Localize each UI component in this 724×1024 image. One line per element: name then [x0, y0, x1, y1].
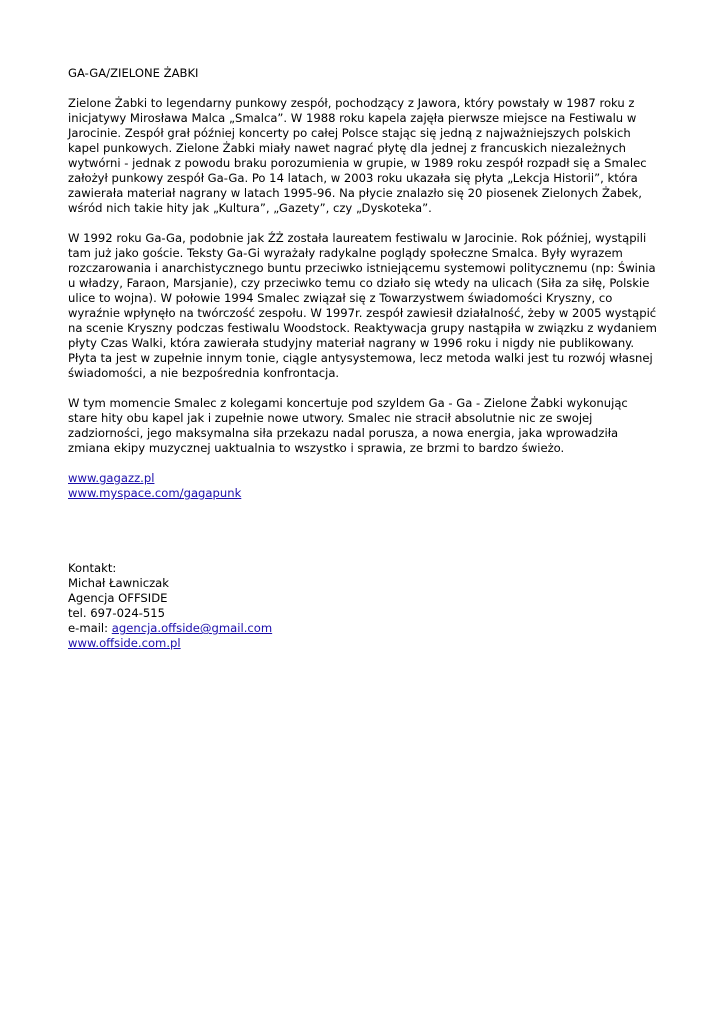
- contact-agency: Agencja OFFSIDE: [68, 591, 168, 605]
- links-block: [68, 471, 658, 501]
- contact-website-link[interactable]: www.offside.com.pl: [68, 636, 181, 650]
- contact-phone: tel. 697-024-515: [68, 606, 166, 620]
- link-gagazz[interactable]: www.gagazz.pl: [68, 471, 155, 485]
- contact-email-line: [68, 621, 658, 636]
- link-myspace[interactable]: www.myspace.com/gagapunk: [68, 486, 242, 500]
- paragraph-ga-ga: W 1992 roku Ga-Ga, podobnie jak ŹŻ została laureatem festiwalu w Jarocinie. Rok później, wystąpili tam już jako goście. Teksty Ga-Gi wyrażały radykalne poglądy społeczne Smalca. Były wyrazem rozczarowania i anarchistycznego buntu przeciwko istniejącemu systemowi politycznemu (np: Świnia u władzy, Faraon, Marsjanie), czy przeciwko temu co działo się wtedy na ulicach (Siła za siłę, Polskie ulice to wojna). W połowie 1994 Smalec związał się z Towarzystwem świadomości Kryszny, co wyraźnie wpłynęło na twórczość zespołu. W 1997r. zespół zawiesił działalność, żeby w 2005 wystąpić na scenie Kryszny podczas festiwalu Woodstock. Reaktywacja grupy nastąpiła w związku z wydaniem płyty Czas Walki, która zawierała studyjny materiał nagrany w 1996 roku i nigdy nie publikowany. Płyta ta jest w zupełnie innym tonie, ciągle antysystemowa, lecz metoda walki jest tu rozwój własnej świadomości, a nie bezpośrednia konfrontacja.: [68, 231, 657, 380]
- contact-email-label: e-mail:: [68, 621, 112, 635]
- contact-heading: Kontakt:: [68, 561, 117, 575]
- document-title: GA-GA/ZIELONE ŻABKI: [68, 66, 199, 80]
- paragraph-history: Zielone Żabki to legendarny punkowy zespół, pochodzący z Jawora, który powstały w 1987 roku z inicjatywy Mirosława Malca „Smalca”. W 1988 roku kapela zajęła pierwsze miejsce na Festiwalu w Jarocinie. Zespół grał później koncerty po całej Polsce stając się jedną z najważniejszych polskich kapel punkowych. Zielone Żabki miały nawet nagrać płytę dla jednej z francuskich niezależnych wytwórni - jednak z powodu braku porozumienia w grupie, w 1989 roku zespół rozpadł się a Smalec założył punkowy zespół Ga-Ga. Po 14 latach, w 2003 roku ukazała się płyta „Lekcja Historii”, która zawierała materiał nagrany w latach 1995-96. Na płycie znalazło się 20 piosenek Zielonych Żabek, wśród nich takie hity jak „Kultura”, „Gazety”, czy „Dyskoteka”.: [68, 96, 647, 215]
- paragraph-current: W tym momencie Smalec z kolegami koncertuje pod szyldem Ga - Ga - Zielone Żabki wykonując stare hity obu kapel jak i zupełnie nowe utwory. Smalec nie stracił absolutnie nic ze swojej zadziorności, jego maksymalna siła przekazu nadal porusza, a nowa energia, jaka wprowadziła zmiana ekipy muzycznej uaktualnia to wszystko i sprawia, ze brzmi to bardzo świeżo.: [68, 396, 628, 455]
- contact-name: Michał Ławniczak: [68, 576, 169, 590]
- document-page: [68, 66, 658, 651]
- contact-block: [68, 561, 658, 651]
- contact-email-link[interactable]: agencja.offside@gmail.com: [111, 621, 273, 635]
